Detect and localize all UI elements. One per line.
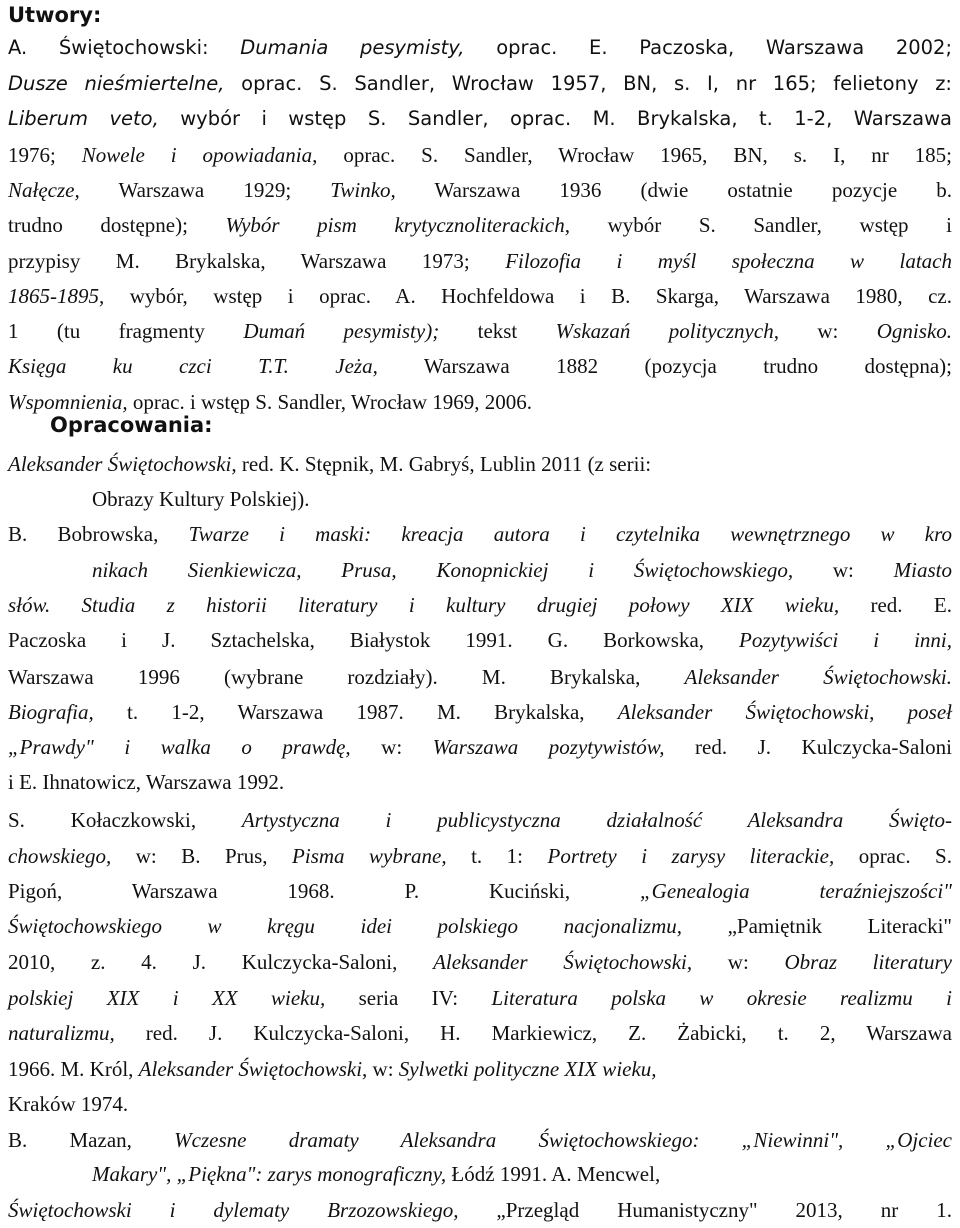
text-run: 1 (tu fragmenty — [8, 319, 244, 343]
italic-title-text: Wspomnienia, — [8, 390, 128, 414]
italic-title-text: Sylwetki polityczne XIX wieku, — [398, 1057, 657, 1081]
text-run: trudno dostępne); — [8, 213, 226, 237]
italic-title-text: Portrety i zarysy literackie, — [547, 844, 835, 868]
italic-title-text: Ognisko. — [876, 319, 953, 343]
italic-title-text: Wybór pism krytycznoliterackich, — [225, 213, 570, 237]
italic-title-text: Twinko, — [330, 178, 396, 202]
italic-title-text: Twarze i maski: kreacja autora i czytelnika wewnętrznego w kro — [188, 522, 952, 546]
opracowania-line — [8, 516, 952, 552]
text-run: oprac. S. Sandler, Wrocław 1965, BN, s. I, nr 185; — [317, 143, 953, 167]
text-run: Warszawa 1996 (wybrane rozdziały). M. Brykalska, — [8, 665, 685, 689]
italic-title-text: Aleksander Świętochowski. — [684, 665, 952, 689]
text-run: wybór, wstęp i oprac. A. Hochfeldowa i B. Skarga, Warszawa 1980, cz. — [104, 284, 952, 308]
text-run: red. J. Kulczycka-Saloni, H. Markiewicz, Z. Żabicki, t. 2, Warszawa — [114, 1021, 952, 1045]
text-run: Paczoska i J. Sztachelska, Białystok 1991. G. Borkowska, — [8, 628, 740, 652]
utwory-line — [8, 30, 952, 66]
italic-title-text: Artystyczna i publicystyczna działalność Aleksandra Święto- — [241, 808, 952, 832]
opracowania-line — [8, 980, 952, 1016]
text-run: Warszawa 1929; — [79, 178, 331, 202]
italic-title-text: „Genealogia teraźniejszości" — [639, 879, 952, 903]
italic-title-text: Warszawa pozytywistów, — [432, 735, 665, 759]
opracowania-line — [8, 764, 952, 800]
italic-title-text: Aleksander Świętochowski, — [8, 452, 237, 476]
opracowania-line — [8, 944, 952, 980]
text-run: S. Kołaczkowski, — [8, 808, 242, 832]
italic-title-text: Wczesne dramaty Aleksandra Świętochowskiego: „Niewinni", „Ojciec — [174, 1128, 952, 1152]
text-run: wybór S. Sandler, wstęp i — [569, 213, 952, 237]
italic-title-text: Obraz literatury — [784, 950, 952, 974]
text-run: w: — [793, 558, 894, 582]
italic-title-text: Pozytywiści i inni, — [739, 628, 952, 652]
utwory-line — [8, 348, 952, 384]
text-run: B. Bobrowska, — [8, 522, 189, 546]
utwory-line — [8, 243, 952, 279]
text-run: seria IV: — [325, 986, 492, 1010]
opracowania-line — [8, 694, 952, 730]
italic-title-text: Nowele i opowiadania, — [81, 143, 318, 167]
text-run: oprac. S. — [834, 844, 952, 868]
text-run: red. J. Kulczycka-Saloni — [664, 735, 953, 759]
utwory-line — [8, 66, 952, 102]
text-run: tekst — [439, 319, 556, 343]
text-run: oprac. S. Sandler, Wrocław 1957, BN, s. I, nr 165; felietony z: — [224, 72, 952, 95]
opracowania-line — [8, 1015, 952, 1051]
opracowania-line — [8, 873, 952, 909]
opracowania-line — [8, 1051, 952, 1087]
text-run: w: — [692, 950, 785, 974]
text-run: oprac. E. Paczoska, Warszawa 2002; — [464, 36, 953, 59]
opracowania-line — [92, 481, 952, 517]
italic-title-text: Świętochowski i dylematy Brzozowskiego, — [8, 1198, 459, 1222]
text-run: w: — [367, 1057, 399, 1081]
italic-title-text: Dumań pesymisty); — [243, 319, 440, 343]
opracowania-line — [8, 1086, 952, 1122]
text-run: Łódź 1991. A. Mencwel, — [446, 1162, 661, 1186]
section-heading-utwory: Utwory: — [8, 3, 102, 27]
opracowania-line — [8, 659, 952, 695]
text-run: wybór i wstęp S. Sandler, oprac. M. Brykalska, t. 1-2, Warszawa — [158, 107, 952, 130]
italic-title-text: Aleksander Świętochowski, — [138, 1057, 368, 1081]
italic-title-text: Liberum veto, — [8, 107, 159, 130]
text-run: red. E. — [839, 593, 952, 617]
italic-title-text: Literatura polska w okresie realizmu i — [491, 986, 952, 1010]
italic-title-text: Wskazań politycznych, — [555, 319, 779, 343]
text-run: w: — [350, 735, 433, 759]
text-run: B. Mazan, — [8, 1128, 175, 1152]
utwory-line — [8, 207, 952, 243]
text-run: t. 1-2, Warszawa 1987. M. Brykalska, — [93, 700, 618, 724]
section-heading-opracowania: Opracowania: — [50, 413, 213, 437]
italic-title-text: słów. Studia z historii literatury i kultury drugiej połowy XIX wieku, — [8, 593, 840, 617]
text-run: w: B. Prus, — [111, 844, 293, 868]
italic-title-text: Dusze nieśmiertelne, — [8, 72, 225, 95]
opracowania-line — [92, 1156, 952, 1192]
text-run: Kraków 1974. — [8, 1092, 129, 1116]
text-run: Obrazy Kultury Polskiej). — [92, 487, 310, 511]
italic-title-text: Świętochowskiego w kręgu idei polskiego nacjonalizmu, — [8, 914, 683, 938]
text-run: „Przegląd Humanistyczny" 2013, nr 1. — [458, 1198, 952, 1222]
opracowania-line — [8, 587, 952, 623]
italic-title-text: Biografia, — [8, 700, 94, 724]
text-run: 1966. M. Król, — [8, 1057, 139, 1081]
text-run: Pigoń, Warszawa 1968. P. Kuciński, — [8, 879, 640, 903]
text-run: „Pamiętnik Literacki" — [682, 914, 952, 938]
utwory-line — [8, 313, 952, 349]
italic-title-text: Aleksander Świętochowski, — [433, 950, 693, 974]
italic-title-text: Pisma wybrane, — [292, 844, 447, 868]
text-run: 1976; — [8, 143, 82, 167]
italic-title-text: Filozofia i myśl społeczna w latach — [505, 249, 952, 273]
text-run: red. K. Stępnik, M. Gabryś, Lublin 2011 (z serii: — [236, 452, 652, 476]
opracowania-line — [8, 1122, 952, 1158]
text-run: A. Świętochowski: — [8, 36, 241, 59]
opracowania-line — [8, 908, 952, 944]
opracowania-line — [8, 729, 952, 765]
italic-title-text: „Prawdy" i walka o prawdę, — [8, 735, 351, 759]
opracowania-line — [8, 802, 952, 838]
text-run: 2010, z. 4. J. Kulczycka-Saloni, — [8, 950, 434, 974]
utwory-line — [8, 278, 952, 314]
italic-title-text: Aleksander Świętochowski, poseł — [617, 700, 952, 724]
italic-title-text: Makary", „Piękna": zarys monograficzny, — [92, 1162, 447, 1186]
italic-title-text: Nałęcze, — [8, 178, 80, 202]
italic-title-text: 1865-1895, — [8, 284, 105, 308]
text-run: i E. Ihnatowicz, Warszawa 1992. — [8, 770, 285, 794]
italic-title-text: nikach Sienkiewicza, Prusa, Konopnickiej i Świętochowskiego, — [92, 558, 794, 582]
italic-title-text: naturalizmu, — [8, 1021, 115, 1045]
utwory-line — [8, 137, 952, 173]
utwory-line — [8, 101, 952, 137]
text-run: przypisy M. Brykalska, Warszawa 1973; — [8, 249, 506, 273]
italic-title-text: polskiej XIX i XX wieku, — [8, 986, 326, 1010]
text-run: w: — [778, 319, 877, 343]
italic-title-text: Księga ku czci T.T. Jeża, — [8, 354, 378, 378]
text-run: Warszawa 1882 (pozycja trudno dostępna); — [377, 354, 953, 378]
opracowania-line — [8, 622, 952, 658]
italic-title-text: Miasto — [893, 558, 952, 582]
opracowania-line — [8, 1192, 952, 1228]
italic-title-text: chowskiego, — [8, 844, 112, 868]
utwory-line — [8, 172, 952, 208]
text-run: oprac. i wstęp S. Sandler, Wrocław 1969, 2006. — [127, 390, 533, 414]
text-run: t. 1: — [446, 844, 548, 868]
italic-title-text: Dumania pesymisty, — [240, 36, 465, 59]
opracowania-line — [8, 446, 952, 482]
text-run: Warszawa 1936 (dwie ostatnie pozycje b. — [395, 178, 952, 202]
opracowania-line — [8, 838, 952, 874]
opracowania-line — [92, 552, 952, 588]
